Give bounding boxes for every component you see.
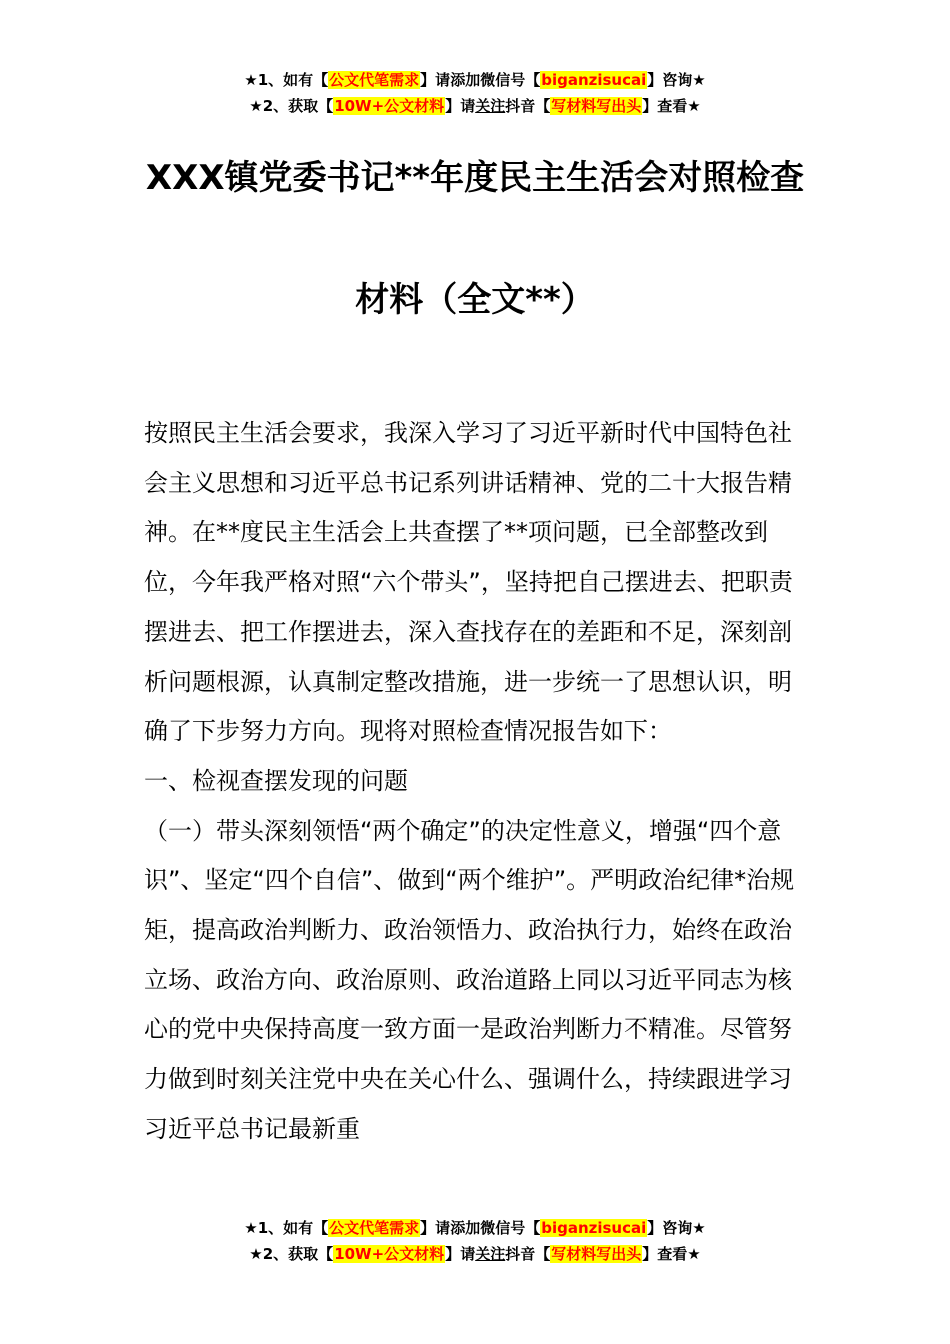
footer-banner (0, 1215, 950, 1267)
body-paragraph-intro: 按照民主生活会要求，我深入学习了习近平新时代中国特色社会主义思想和习近平总书记系列讲话精神、党的二十大报告精神。在**度民主生活会上共查摆了**项问题，已全部整改到位，今年我严格对照“六个带头”，坚持把自己摆进去、把职责摆进去、把工作摆进去，深入查找存在的差距和不足，深刻剖析问题根源，认真制定整改措施，进一步统一了思想认识，明确了下步努力方向。现将对照检查情况报告如下： (144, 419, 793, 746)
banner-text: 】咨询★ (647, 1219, 706, 1237)
document-title-line-1: XXX镇党委书记**年度民主生活会对照检查 (145, 158, 805, 198)
banner-line-2 (0, 1241, 950, 1267)
banner-text: 】请 (420, 1219, 451, 1237)
banner-highlight: 10W+公文材料 (334, 97, 445, 115)
banner-line-1 (0, 1215, 950, 1241)
banner-highlight: 写材料写出头 (551, 1245, 642, 1263)
banner-text: 】查看★ (642, 97, 701, 115)
banner-highlight: biganzisucai (541, 1219, 647, 1237)
banner-line-2 (0, 93, 950, 119)
banner-text: 】请 (420, 71, 451, 89)
document-body (144, 409, 809, 1155)
body-paragraph-1: （一）带头深刻领悟“两个确定”的决定性意义，增强“四个意识”、坚定“四个自信”、做到“两个维护”。严明政治纪律*治规矩，提高政治判断力、政治领悟力、政治执行力，始终在政治立场、政治方向、政治原则、政治道路上同以习近平同志为核心的党中央保持高度一致方面一是政治判断力不精准。尽管努力做到时刻关注党中央在关心什么、强调什么，持续跟进学习习近平总书记最新重 (144, 816, 795, 1143)
banner-text: 关注 (475, 97, 506, 115)
banner-highlight: 公文代笔需求 (329, 1219, 420, 1237)
banner-text: 添加 (450, 1219, 481, 1237)
banner-text: 】请 (445, 97, 476, 115)
banner-text: 抖音【 (505, 1245, 551, 1263)
banner-text: ★1、如有【 (244, 71, 329, 89)
header-banner (0, 67, 950, 119)
banner-highlight: 写材料写出头 (551, 97, 642, 115)
banner-text: 】查看★ (642, 1245, 701, 1263)
banner-text: ★2、获取【 (249, 1245, 334, 1263)
banner-text: 添加 (450, 71, 481, 89)
document-title-line-2: 材料（全文**） (355, 280, 595, 320)
banner-text: 微信号【 (480, 1219, 541, 1237)
banner-highlight: biganzisucai (541, 71, 647, 89)
banner-text: ★1、如有【 (244, 1219, 329, 1237)
banner-highlight: 公文代笔需求 (329, 71, 420, 89)
banner-line-1 (0, 67, 950, 93)
banner-text: 关注 (475, 1245, 506, 1263)
banner-text: 抖音【 (505, 97, 551, 115)
banner-text: 】请 (445, 1245, 476, 1263)
section-heading: 一、检视查摆发现的问题 (144, 766, 408, 795)
banner-text: ★2、获取【 (249, 97, 334, 115)
banner-text: 微信号【 (480, 71, 541, 89)
banner-highlight: 10W+公文材料 (334, 1245, 445, 1263)
banner-text: 】咨询★ (647, 71, 706, 89)
